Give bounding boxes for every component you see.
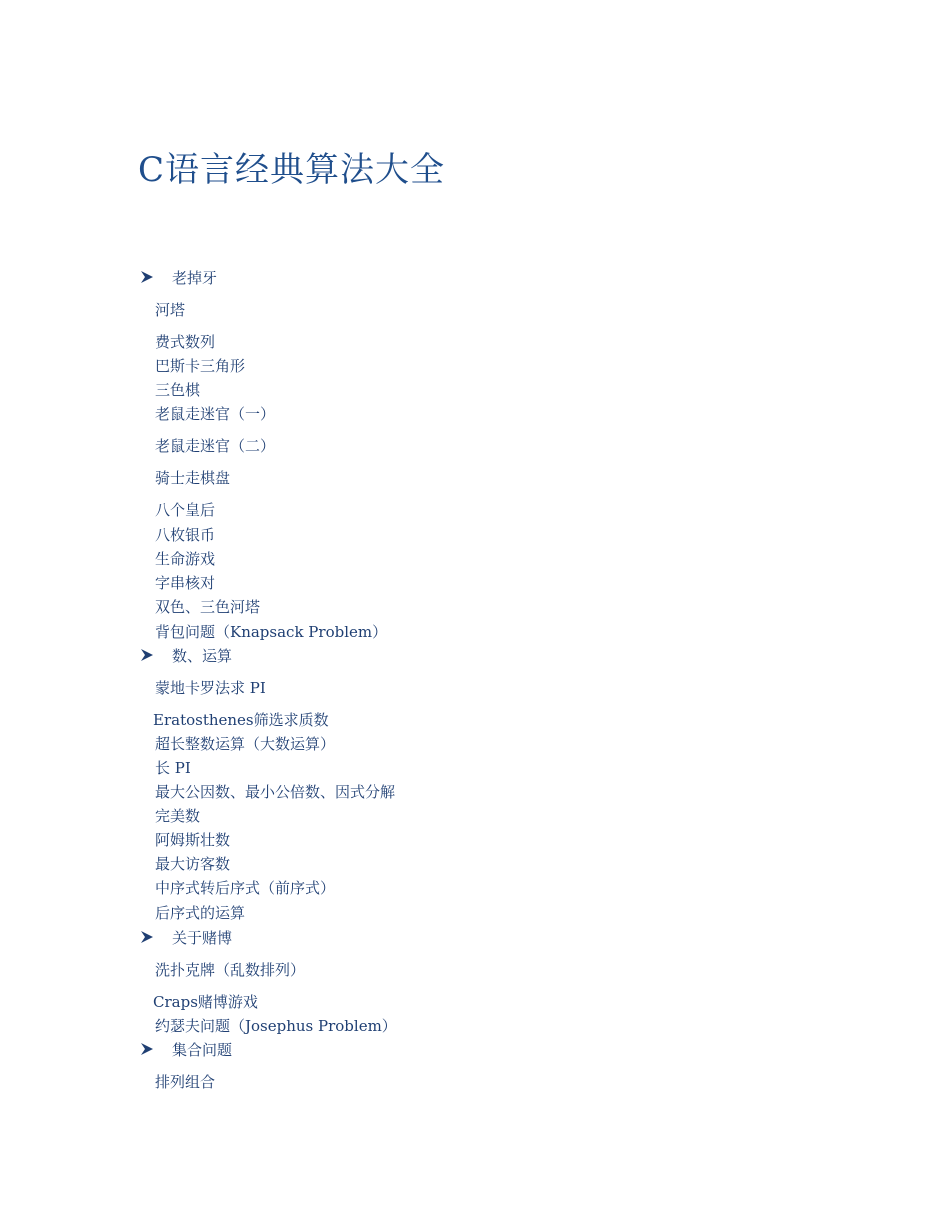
toc-section-label: 老掉牙	[172, 269, 218, 287]
toc-item[interactable]: 超长整数运算（大数运算）	[155, 735, 336, 753]
arrow-bullet-icon	[140, 1042, 154, 1056]
toc-section-4[interactable]	[140, 1040, 232, 1060]
toc-item[interactable]: 生命游戏	[155, 550, 216, 568]
toc-item[interactable]: 完美数	[155, 807, 201, 825]
toc-item[interactable]: 河塔	[155, 301, 186, 319]
toc-item[interactable]: Eratosthenes筛选求质数	[153, 711, 329, 729]
toc-item[interactable]: 老鼠走迷官（一）	[155, 405, 276, 423]
toc-item[interactable]: 费式数列	[155, 333, 216, 351]
toc-item[interactable]: 老鼠走迷官（二）	[155, 437, 276, 455]
toc-item[interactable]: 最大访客数	[155, 855, 231, 873]
arrow-bullet-icon	[140, 930, 154, 944]
toc-item[interactable]: 长 PI	[155, 759, 191, 777]
toc-item[interactable]: 三色棋	[155, 381, 201, 399]
toc-item[interactable]: 最大公因数、最小公倍数、因式分解	[155, 783, 396, 801]
toc-item[interactable]: 洗扑克牌（乱数排列）	[155, 961, 306, 979]
toc-item[interactable]: 约瑟夫问题（Josephus Problem）	[155, 1017, 397, 1035]
toc-item[interactable]: 八个皇后	[155, 501, 216, 519]
toc-section-label: 集合问题	[172, 1041, 233, 1059]
toc-section-1[interactable]	[140, 268, 217, 288]
toc-item[interactable]: 双色、三色河塔	[155, 598, 261, 616]
toc-item[interactable]: 字串核对	[155, 574, 216, 592]
toc-item[interactable]: 巴斯卡三角形	[155, 357, 246, 375]
toc-section-label: 关于赌博	[172, 929, 233, 947]
toc-item[interactable]: 八枚银币	[155, 526, 216, 544]
toc-item[interactable]: 蒙地卡罗法求 PI	[155, 679, 266, 697]
toc-item[interactable]: 排列组合	[155, 1073, 216, 1091]
toc-item[interactable]: 背包问题（Knapsack Problem）	[155, 623, 388, 641]
toc-section-label: 数、运算	[172, 647, 233, 665]
toc-section-2[interactable]	[140, 646, 232, 666]
toc-item[interactable]: 后序式的运算	[155, 904, 246, 922]
toc-item[interactable]: 阿姆斯壮数	[155, 831, 231, 849]
arrow-bullet-icon	[140, 270, 154, 284]
document-title: C语言经典算法大全	[138, 150, 446, 190]
toc-section-3[interactable]	[140, 928, 232, 948]
toc-item[interactable]: 中序式转后序式（前序式）	[155, 879, 336, 897]
arrow-bullet-icon	[140, 648, 154, 662]
toc-item[interactable]: 骑士走棋盘	[155, 469, 231, 487]
toc-item[interactable]: Craps赌博游戏	[153, 993, 258, 1011]
